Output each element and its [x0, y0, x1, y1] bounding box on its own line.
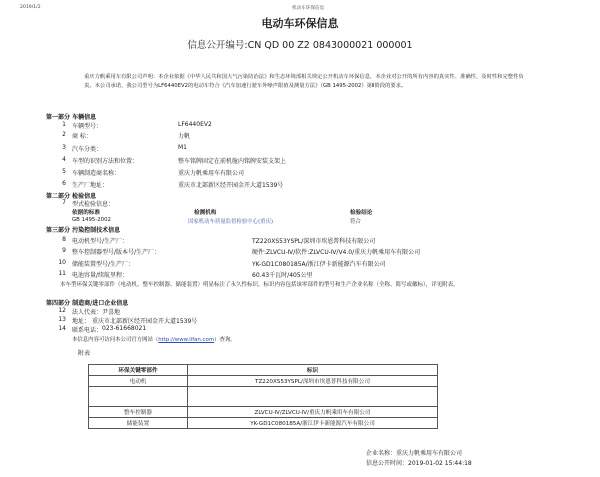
battery-capacity-range: 60.43千瓦时/405公里: [252, 272, 313, 279]
labeling-notice: 本车型环保关键零部件（电动机、整车控制器、储能装置）明显标注了永久性标识，标识内容包括该零部件的型号和生产企业名称（全称、简写或徽标），详见附表。: [60, 282, 459, 288]
attachment-table: [88, 364, 438, 429]
part4-heading: 第四部分 制造商/进口企业信息: [46, 300, 129, 307]
test-standard: GB 1495-2002: [72, 217, 111, 223]
page-title: 电动车环保信息: [261, 17, 339, 30]
col-result: 检验结论: [350, 210, 373, 216]
col-test-org: 检测机构: [194, 210, 217, 216]
part1-heading: 第一部分 车辆信息: [46, 114, 97, 121]
intro-statement: 重庆力帆乘用车有限公司声明：本企业依据《中华人民共和国大气污染防治法》和生态环境部相关规定公开机动车环保信息，本企业对公开的所有内容的真实性、准确性、及时性和完整性负责。本公司承诺，我公司型号为LF6440EV2的电动车符合《汽车加速行驶车外噪声限值及测量方法》（GB 1495-2002）第Ⅱ阶段的要求。: [84, 74, 524, 89]
signature-company: 企业名称：重庆力帆乘用车有限公司: [366, 450, 463, 457]
identification-method: 整车铭牌固定在前机舱内铭牌安装支架上: [178, 158, 287, 165]
vehicle-class: M1: [178, 144, 187, 151]
website-note: 本信息内容可访问本公司官方网站（http://www.lifan.com）查询。: [72, 337, 236, 343]
disclosure-number: 信息公开编号:CN QD 00 Z2 0843000021 000001: [187, 40, 413, 51]
vehicle-model: LF6440EV2: [178, 121, 212, 128]
brand: 力帆: [178, 133, 191, 140]
manufacturer-name: 重庆力帆乘用车有限公司: [178, 170, 245, 177]
motor-model: TZ220XS53YSPL/深圳市埃恩普科技有限公司: [252, 238, 376, 245]
col-standard: 依据的标准: [72, 210, 100, 216]
print-doc-name: 机动车环保信息: [292, 6, 325, 11]
factory-address: 重庆市北部新区经开园金开大道1539号: [178, 182, 284, 189]
attachment-label: 附表: [78, 350, 91, 357]
legal-representative: 尹喜地: [102, 309, 121, 316]
test-org: 国家机动车质量监督检验中心(重庆): [188, 219, 274, 225]
table-row: [89, 387, 438, 407]
vcu-model: 硬件:ZLVCU-Ⅳ/软件:ZLVCU-Ⅳ/V4.0/重庆力帆乘用车有限公司: [252, 249, 421, 256]
test-result: 符合: [350, 219, 361, 225]
signature-date: 信息公开时间：2019-01-02 15:44:18: [366, 460, 472, 467]
table-header-row: 环保关键零部件 标识: [89, 365, 438, 376]
table-row: 电动机 TZ220XS53YSPL/深圳市埃恩普科技有限公司: [89, 376, 438, 387]
website-link[interactable]: http://www.lifan.com: [158, 337, 215, 343]
table-row: 储能装置 YK-GD1C080185A/浙江伊卡新能源汽车有限公司: [89, 418, 438, 429]
battery-model: YK-GD1C080185A/浙江伊卡新能源汽车有限公司: [252, 261, 386, 268]
print-date: 2019/1/2: [20, 5, 41, 10]
part3-heading: 第三部分 污染控制技术信息: [46, 227, 121, 234]
part2-heading: 第二部分 检验信息: [46, 193, 97, 200]
table-row: 整车控制器 ZLVCU-Ⅳ/ZLVCU-Ⅳ/重庆力帆乘用车有限公司: [89, 407, 438, 418]
type-test-label: 型式检验信息：: [72, 201, 115, 208]
company-address: 重庆市北部新区经开园金开大道1539号: [92, 318, 198, 325]
contact-phone: 023-61668021: [102, 325, 147, 332]
